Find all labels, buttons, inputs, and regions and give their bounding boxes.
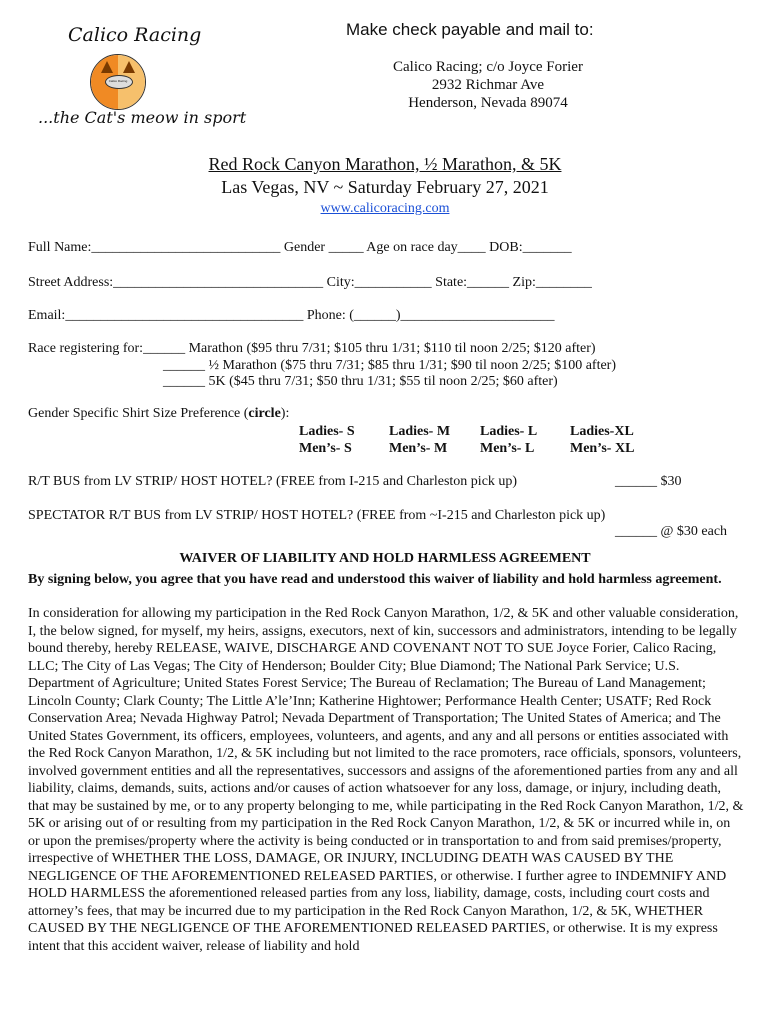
shirt-mens-m[interactable]: Men’s- M (389, 441, 448, 456)
waiver-body: In consideration for allowing my participation in the Red Rock Canyon Marathon, 1/2, & 5K and other valuable consideration, I, the below signed, for myself, my heirs, assigns, executors, next of kin, successors and administrators, intending to be legally bound thereby, hereby RELEASE, WAIVE, DISCHARGE AND COVENANT NOT TO SUE Joyce Forier, Calico Racing, LLC; The City of Las Vegas; The City of Henderson; Boulder City; Blue Diamond; The National Park Service; U.S. Department of Agriculture; United States Forest Service; The Bureau of Reclamation; The Bureau of Land Management; Lincoln County; Clark County; The Little A’le’Inn; Katherine Hightower; Performance Health Center; USATF; Red Rock Conservation Area; Nevada Highway Patrol; Nevada Department of Transportation; The United States of America; and The United States Government, its officers, employees, volunteers, and agents, and any and all persons or entities associated with the Red Rock Canyon Marathon, 1/2, & 5K including but not limited to the race promoters, race officials, sponsors, volunteers, involved government entities and all the representatives, successors and assigns of the aforementioned parties from any and all liability, claims, demands, suits, actions and/or causes of action whatsoever for any loss, damage, or injury, including death, that may be sustained by me, or to any property belonging to me, while participating in the Red Rock Canyon Marathon, 1/2, & 5K or arising out of or resulting from my participation in the Red Rock Canyon Marathon, 1/2, & 5K or incurred while in, on or upon the premises/property where the activity is being conducted or in transportation to and from said premises/property, irrespective of WHETHER THE LOSS, DAMAGE, OR INJURY, INCLUDING DEATH WAS CAUSED BY THE NEGLIGENCE OF THE AFOREMENTIONED RELEASED PARTIES, or otherwise. I further agree to INDEMNIFY AND HOLD HARMLESS the aforementioned released parties from any loss, liability, damage, costs, including court costs and attorney’s fees, that may be incurred due to my participation in the Red Rock Canyon Marathon, 1/2, & 5K, WHETHER CAUSED BY THE NEGLIGENCE OF THE AFOREMENTIONED RELEASED PARTIES, or otherwise. It is my express intent that this accident waiver, release of liability and hold (28, 606, 744, 954)
shirt-mens-xl[interactable]: Men’s- XL (570, 441, 635, 456)
bus-option-text: R/T BUS from LV STRIP/ HOST HOTEL? (FREE from I-215 and Charleston pick up) (28, 474, 518, 489)
shirt-mens-s[interactable]: Men’s- S (299, 441, 352, 456)
shirt-ladies-l[interactable]: Ladies- L (480, 424, 538, 439)
logo-badge-text: Calico Racing (108, 79, 128, 83)
race-half-marathon-line[interactable]: ______ ½ Marathon ($75 thru 7/31; $85 thru 1/31; $90 til noon 2/25; $100 after) (163, 358, 617, 373)
mailing-line-2: 2932 Richmar Ave (431, 77, 545, 93)
calico-cat-logo-icon (90, 54, 146, 110)
mailing-line-3: Henderson, Nevada 89074 (408, 95, 568, 111)
bus-option-price[interactable]: ______ $30 (615, 474, 682, 489)
waiver-title: WAIVER OF LIABILITY AND HOLD HARMLESS AGREEMENT (179, 551, 591, 566)
shirt-mens-l[interactable]: Men’s- L (480, 441, 535, 456)
logo-tagline: ...the Cat's meow in sport (38, 108, 247, 127)
shirt-ladies-s[interactable]: Ladies- S (299, 424, 355, 439)
shirt-ladies-xl[interactable]: Ladies-XL (570, 424, 634, 439)
shirt-ladies-m[interactable]: Ladies- M (389, 424, 451, 439)
shirt-size-label: Gender Specific Shirt Size Preference (circle): (28, 406, 290, 421)
event-subtitle: Las Vegas, NV ~ Saturday February 27, 2021 (221, 177, 549, 197)
event-website-link[interactable]: www.calicoracing.com (320, 201, 450, 216)
race-marathon-line[interactable]: Race registering for:______ Marathon ($95 thru 7/31; $105 thru 1/31; $110 til noon 2/25; $120 after) (28, 341, 596, 356)
race-5k-line[interactable]: ______ 5K ($45 thru 7/31; $50 thru 1/31; $55 til noon 2/25; $60 after) (163, 374, 558, 389)
address-line[interactable]: Street Address:______________________________ City:___________ State:______ Zip:________ (28, 275, 592, 290)
spectator-bus-price[interactable]: ______ @ $30 each (615, 524, 728, 539)
waiver-lead: By signing below, you agree that you have read and understood this waiver of liability and hold harmless agreement. (28, 572, 722, 587)
mailing-line-1: Calico Racing; c/o Joyce Forier (393, 59, 583, 75)
spectator-bus-text: SPECTATOR R/T BUS from LV STRIP/ HOST HOTEL? (FREE from ~I-215 and Charleston pick up) (28, 508, 606, 523)
mailing-heading: Make check payable and mail to: (346, 20, 594, 39)
name-gender-age-dob-line[interactable]: Full Name:___________________________ Gender _____ Age on race day____ DOB:_______ (28, 240, 572, 255)
logo-title: Calico Racing (68, 24, 202, 46)
email-phone-line[interactable]: Email:__________________________________ Phone: (______)______________________ (28, 308, 555, 323)
event-title: Red Rock Canyon Marathon, ½ Marathon, & 5K (208, 154, 562, 174)
